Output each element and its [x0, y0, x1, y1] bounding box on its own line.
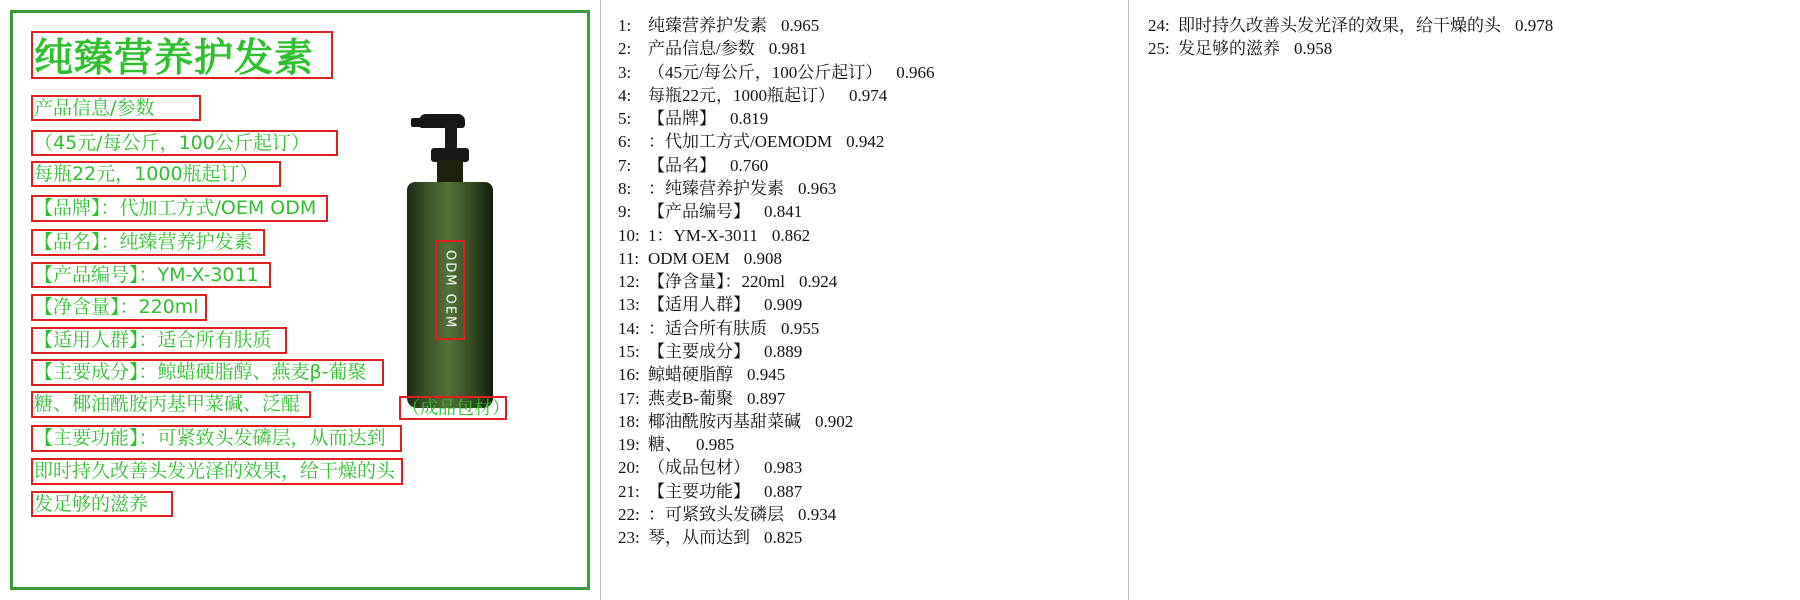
result-confidence: 0.955 [781, 318, 820, 338]
result-text: 产品信息/参数 [648, 39, 755, 59]
panel-divider-middle [1128, 0, 1129, 600]
result-text: 发足够的滋养 [1178, 39, 1280, 59]
product-bottle-image [385, 108, 515, 408]
result-index: 25: [1148, 39, 1170, 59]
result-confidence: 0.841 [764, 202, 803, 222]
result-confidence: 0.897 [747, 388, 786, 408]
result-row [618, 130, 1128, 153]
result-confidence: 0.963 [798, 178, 837, 198]
result-text: 每瓶22元，1000瓶起订） [648, 85, 835, 105]
result-index: 22: [618, 504, 640, 524]
result-text: 燕麦B-葡聚 [648, 388, 733, 408]
result-text: ：代加工方式/OEMODM [648, 132, 833, 152]
result-confidence: 0.887 [764, 481, 803, 501]
result-index: 10: [618, 225, 640, 245]
ocr-text-line: 【产品编号】：YM-X-3011 [34, 264, 259, 286]
result-index: 15: [618, 341, 640, 361]
ocr-text-line: 【主要功能】：可紧致头发磷层，从而达到 [34, 427, 386, 449]
result-index: 4: [618, 85, 632, 105]
result-index: 6: [618, 132, 632, 152]
result-text: ：适合所有肤质 [648, 318, 767, 338]
result-text: 糖、 [648, 435, 682, 455]
result-row [618, 387, 1128, 410]
result-text: 【品牌】 [648, 109, 716, 129]
result-text: 即时持久改善头发光泽的效果，给干燥的头 [1178, 16, 1501, 35]
result-row [618, 340, 1128, 363]
ocr-text-line: 产品信息/参数 [34, 97, 155, 119]
result-index: 14: [618, 318, 640, 338]
result-row [618, 270, 1128, 293]
result-confidence: 0.958 [1294, 39, 1333, 59]
result-index: 17: [618, 388, 640, 408]
result-confidence: 0.966 [896, 62, 935, 82]
result-row [1148, 37, 1800, 60]
result-text: ：可紧致头发磷层 [648, 504, 784, 524]
result-text: 【适用人群】 [648, 295, 750, 315]
result-text: 鲸蜡硬脂醇 [648, 365, 733, 385]
result-index: 1: [618, 16, 632, 35]
result-row [618, 456, 1128, 479]
result-text: 椰油酰胺丙基甜菜碱 [648, 411, 801, 431]
result-confidence: 0.934 [798, 504, 837, 524]
result-index: 20: [618, 458, 640, 478]
ocr-text-line: 即时持久改善头发光泽的效果，给干燥的头 [34, 460, 396, 482]
result-confidence: 0.819 [730, 109, 769, 129]
ocr-text-line: （45元/每公斤，100公斤起订） [34, 132, 310, 154]
ocr-text-line: 纯臻营养护发素 [34, 36, 315, 81]
result-row [618, 526, 1128, 549]
result-index: 11: [618, 248, 640, 268]
bottle-label-text: ODM OEM [442, 250, 458, 330]
result-row [618, 37, 1128, 60]
ocr-text-line: 【净含量】：220ml [34, 296, 199, 318]
result-row [618, 317, 1128, 340]
result-text: 琴，从而达到 [648, 528, 750, 548]
result-index: 2: [618, 39, 632, 59]
result-text: 【主要功能】 [648, 481, 750, 501]
result-text: 纯臻营养护发素 [648, 16, 767, 35]
result-text: 【净含量】：220ml [648, 272, 785, 292]
result-index: 16: [618, 365, 640, 385]
result-row [618, 154, 1128, 177]
result-confidence: 0.983 [764, 458, 803, 478]
ocr-text-line: 【品名】：纯臻营养护发素 [34, 231, 253, 253]
results-column-two [1128, 0, 1800, 600]
ocr-text-line: 【品牌】：代加工方式/OEM ODM [34, 197, 317, 219]
result-text: 1：YM-X-3011 [648, 225, 758, 245]
results-column-one [600, 0, 1128, 600]
bottle-label-box [435, 240, 465, 340]
result-row [618, 200, 1128, 223]
result-row [1148, 14, 1800, 37]
result-confidence: 0.902 [815, 411, 854, 431]
pump-stem-shape [445, 122, 457, 150]
result-index: 24: [1148, 16, 1170, 35]
result-confidence: 0.908 [743, 248, 782, 268]
pump-nozzle-shape [411, 118, 425, 127]
ocr-text-line: （成品包材） [402, 398, 510, 419]
result-confidence: 0.942 [846, 132, 885, 152]
ocr-text-line: 糖、椰油酰胺丙基甲菜碱、泛醌 [34, 393, 301, 415]
result-text: 【主要成分】 [648, 341, 750, 361]
result-text: （成品包材） [648, 458, 750, 478]
result-confidence: 0.924 [798, 272, 838, 292]
result-confidence: 0.825 [764, 528, 803, 548]
result-index: 9: [618, 202, 632, 222]
ocr-text-line: 每瓶22元，1000瓶起订） [34, 163, 259, 185]
result-confidence: 0.909 [764, 295, 803, 315]
result-index: 21: [618, 481, 640, 501]
result-row [618, 480, 1128, 503]
result-text: （45元/每公斤，100公斤起订） [648, 62, 883, 82]
result-confidence: 0.978 [1515, 16, 1554, 35]
result-index: 8: [618, 178, 632, 198]
result-index: 7: [618, 155, 632, 175]
result-confidence: 0.974 [849, 85, 888, 105]
result-row [618, 293, 1128, 316]
result-index: 18: [618, 411, 640, 431]
result-row [618, 247, 1128, 270]
result-index: 19: [618, 435, 640, 455]
image-frame [10, 10, 590, 590]
result-text: 【品名】 [648, 155, 716, 175]
result-confidence: 0.965 [781, 16, 820, 35]
result-text: 【产品编号】 [648, 202, 750, 222]
result-confidence: 0.945 [747, 365, 786, 385]
result-row [618, 177, 1128, 200]
result-row [618, 84, 1128, 107]
panel-divider-left [600, 0, 601, 600]
result-index: 12: [618, 272, 640, 292]
result-row [618, 433, 1128, 456]
result-row [618, 61, 1128, 84]
ocr-text-line: 【适用人群】：适合所有肤质 [34, 329, 272, 351]
result-text: ODM OEM [648, 248, 730, 268]
result-confidence: 0.889 [764, 341, 803, 361]
annotated-image-panel [0, 0, 600, 600]
pump-head-shape [419, 114, 465, 128]
result-confidence: 0.760 [730, 155, 769, 175]
result-confidence: 0.862 [771, 225, 811, 245]
result-text: ：纯臻营养护发素 [648, 178, 784, 198]
result-confidence: 0.985 [696, 435, 735, 455]
result-index: 3: [618, 62, 632, 82]
ocr-text-line: 发足够的滋养 [34, 493, 149, 515]
result-row [618, 503, 1128, 526]
ocr-text-line: 【主要成分】：鲸蜡硬脂醇、燕麦β-葡聚 [34, 361, 367, 383]
result-row [618, 363, 1128, 386]
result-row [618, 410, 1128, 433]
result-row [618, 107, 1128, 130]
result-index: 23: [618, 528, 640, 548]
result-index: 5: [618, 109, 632, 129]
result-row [618, 224, 1128, 247]
ocr-results-panel [600, 0, 1800, 600]
result-row [618, 14, 1128, 37]
result-index: 13: [618, 295, 640, 315]
result-confidence: 0.981 [768, 39, 807, 59]
